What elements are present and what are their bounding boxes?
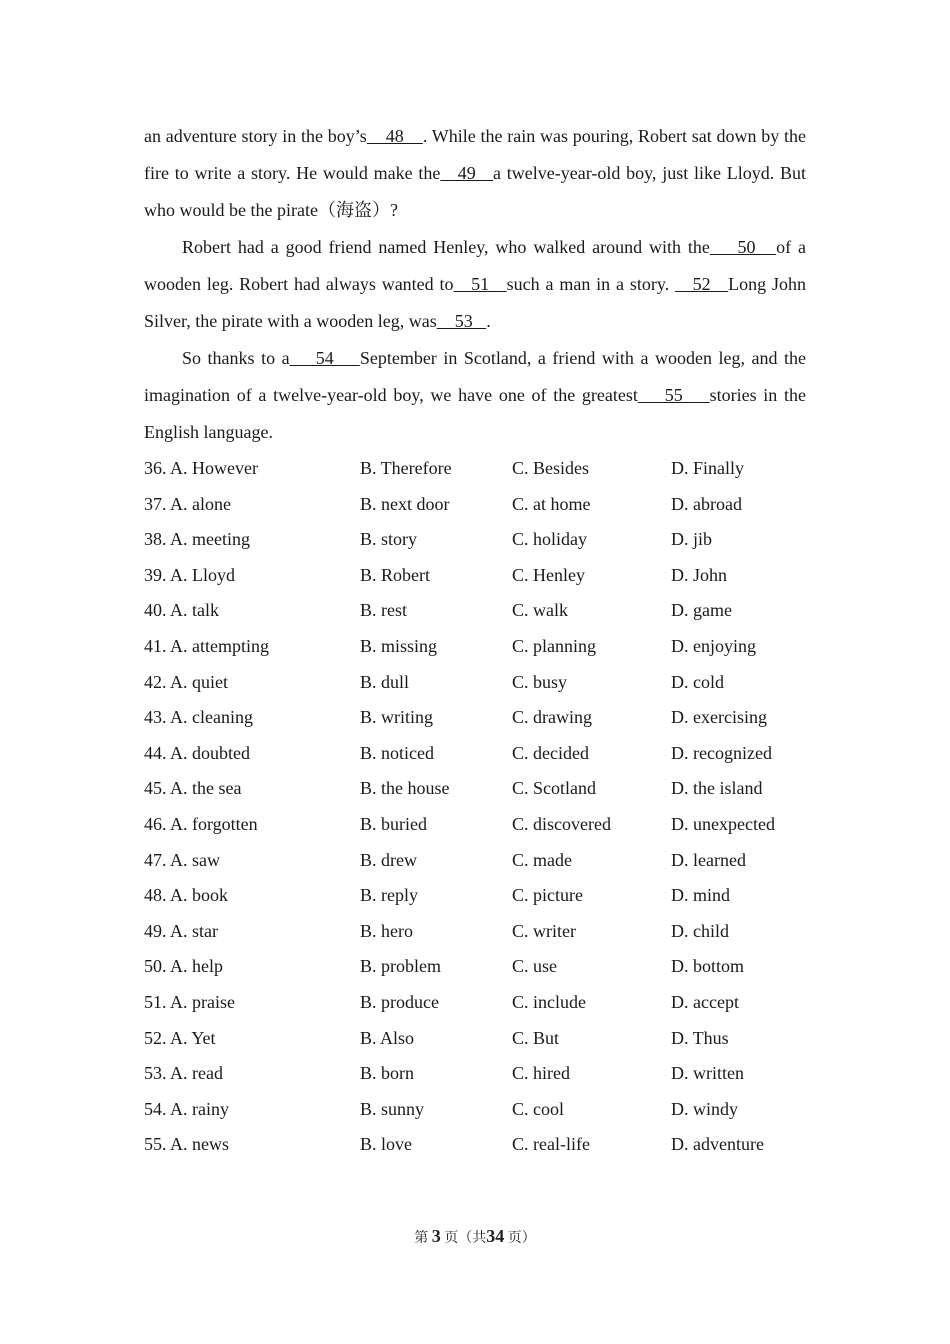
option-d: D. John <box>671 564 728 585</box>
option-b: B. missing <box>360 635 438 656</box>
blank-51: 51 <box>453 274 507 294</box>
passage-text: Robert had a good friend named Henley, who walked around with the <box>182 237 710 257</box>
option-a: 54. A. rainy <box>144 1098 229 1119</box>
passage-paragraph-2 <box>144 229 806 340</box>
option-d: D. the island <box>671 778 763 799</box>
option-c: C. made <box>512 849 572 870</box>
page-number: 3 <box>431 1226 441 1246</box>
question-row <box>144 1021 806 1057</box>
option-c: C. busy <box>512 671 568 692</box>
option-d: D. game <box>671 600 732 621</box>
option-d: D. Finally <box>671 458 745 478</box>
question-row <box>144 807 806 843</box>
total-pages: 34 <box>486 1226 505 1246</box>
option-c: C. include <box>512 991 586 1012</box>
option-a: 43. A. cleaning <box>144 707 253 728</box>
blank-55: 55 <box>637 385 710 405</box>
question-row <box>144 665 806 701</box>
option-d: D. learned <box>671 849 746 870</box>
option-b: B. the house <box>360 778 450 799</box>
option-d: D. unexpected <box>671 813 775 834</box>
option-a: 47. A. saw <box>144 849 220 870</box>
question-row <box>144 1092 806 1128</box>
option-c: C. writer <box>512 920 576 941</box>
option-b: B. drew <box>360 849 417 870</box>
question-row <box>144 700 806 736</box>
option-d: D. recognized <box>671 742 772 763</box>
option-c: C. Scotland <box>512 778 596 799</box>
option-a: 48. A. book <box>144 885 229 906</box>
option-a: 36. A. However <box>144 458 258 478</box>
option-d: D. enjoying <box>671 635 756 656</box>
option-c: C. walk <box>512 600 568 621</box>
blank-52: 52 <box>675 274 729 294</box>
option-d: D. Thus <box>671 1027 729 1048</box>
option-c: C. discovered <box>512 813 611 834</box>
blank-48: 48 <box>366 126 423 146</box>
question-row <box>144 878 806 914</box>
passage-text: September in Scotland, a friend with a wooden leg, and the imagination of a twelve-year-old boy, we have one of the greatest <box>144 348 807 405</box>
option-d: D. bottom <box>671 956 745 977</box>
option-a: 38. A. meeting <box>144 529 250 550</box>
option-d: D. windy <box>671 1098 738 1119</box>
option-a: 44. A. doubted <box>144 742 250 763</box>
option-b: B. writing <box>360 707 434 728</box>
option-a: 41. A. attempting <box>144 635 269 656</box>
question-row <box>144 629 806 665</box>
option-c: C. hired <box>512 1063 570 1084</box>
option-b: B. next door <box>360 493 450 514</box>
passage-text: stories in the English language. <box>144 385 806 442</box>
option-b: B. problem <box>360 956 441 977</box>
blank-54: 54 <box>289 348 360 368</box>
option-c: C. real-life <box>512 1134 590 1155</box>
document-page <box>144 118 806 1163</box>
option-b: B. love <box>360 1134 412 1155</box>
option-a: 39. A. Lloyd <box>144 564 236 585</box>
question-row <box>144 736 806 772</box>
passage-text: So thanks to a <box>182 348 290 368</box>
option-b: B. story <box>360 529 418 550</box>
option-b: B. Therefore <box>360 458 452 478</box>
footer-text: 页（共 <box>444 1231 487 1246</box>
option-d: D. adventure <box>671 1134 764 1155</box>
option-b: B. produce <box>360 991 439 1012</box>
option-d: D. abroad <box>671 493 742 514</box>
option-c: C. decided <box>512 742 589 763</box>
option-d: D. accept <box>671 991 739 1012</box>
option-a: 42. A. quiet <box>144 671 228 692</box>
question-row <box>144 593 806 629</box>
option-d: D. cold <box>671 671 724 692</box>
option-b: B. reply <box>360 885 418 906</box>
question-row <box>144 1056 806 1092</box>
option-a: 50. A. help <box>144 956 223 977</box>
option-c: C. cool <box>512 1098 564 1119</box>
option-a: 46. A. forgotten <box>144 813 258 834</box>
question-row <box>144 487 806 523</box>
footer-text: 第 <box>414 1231 429 1246</box>
question-row <box>144 558 806 594</box>
passage-text: a twelve-year-old boy, just like Lloyd. But who would be the pirate（海盗）? <box>144 163 807 220</box>
blank-53: 53 <box>436 311 487 331</box>
option-a: 37. A. alone <box>144 493 231 514</box>
option-a: 45. A. the sea <box>144 778 242 799</box>
option-c: C. But <box>512 1027 560 1048</box>
option-b: B. dull <box>360 671 410 692</box>
passage-paragraph-3 <box>144 340 806 451</box>
option-b: B. hero <box>360 920 413 941</box>
question-row <box>144 771 806 807</box>
option-c: C. at home <box>512 493 591 514</box>
passage-text: . <box>486 311 491 331</box>
passage-text: Long John Silver, the pirate with a wooden leg, was <box>144 274 807 331</box>
option-a: 49. A. star <box>144 920 218 941</box>
option-c: C. use <box>512 956 557 977</box>
question-row <box>144 1127 806 1163</box>
option-b: B. sunny <box>360 1098 425 1119</box>
option-a: 55. A. news <box>144 1134 229 1155</box>
option-c: C. picture <box>512 885 583 906</box>
option-a: 51. A. praise <box>144 991 235 1012</box>
option-c: C. Besides <box>512 458 590 478</box>
passage-text: an adventure story in the boy’s <box>144 126 367 146</box>
option-b: B. Also <box>360 1027 415 1048</box>
option-c: C. Henley <box>512 564 585 585</box>
question-row <box>144 451 806 487</box>
option-a: 52. A. Yet <box>144 1027 216 1048</box>
footer-text: 页） <box>507 1231 536 1246</box>
blank-50: 50 <box>709 237 777 257</box>
option-d: D. jib <box>671 529 713 550</box>
option-c: C. drawing <box>512 707 592 728</box>
option-c: C. planning <box>512 635 596 656</box>
option-a: 53. A. read <box>144 1063 223 1084</box>
passage-paragraph-1 <box>144 118 806 229</box>
option-c: C. holiday <box>512 529 587 550</box>
blank-49: 49 <box>440 163 493 183</box>
option-b: B. Robert <box>360 564 430 585</box>
option-d: D. child <box>671 920 729 941</box>
answer-options-list <box>144 451 806 1163</box>
option-b: B. born <box>360 1063 414 1084</box>
question-row <box>144 949 806 985</box>
passage-text: such a man in a story. <box>506 274 676 294</box>
question-row <box>144 985 806 1021</box>
page-footer <box>0 1226 950 1247</box>
option-d: D. exercising <box>671 707 767 728</box>
question-row <box>144 914 806 950</box>
option-b: B. buried <box>360 813 427 834</box>
passage-text: of a wooden leg. Robert had always wanted to <box>144 237 806 294</box>
option-a: 40. A. talk <box>144 600 219 621</box>
option-b: B. noticed <box>360 742 434 763</box>
question-row <box>144 522 806 558</box>
passage-text: . While the rain was pouring, Robert sat down by the fire to write a story. He would make the <box>144 126 807 183</box>
question-row <box>144 843 806 879</box>
option-b: B. rest <box>360 600 407 621</box>
option-d: D. mind <box>671 885 731 906</box>
option-d: D. written <box>671 1063 744 1084</box>
